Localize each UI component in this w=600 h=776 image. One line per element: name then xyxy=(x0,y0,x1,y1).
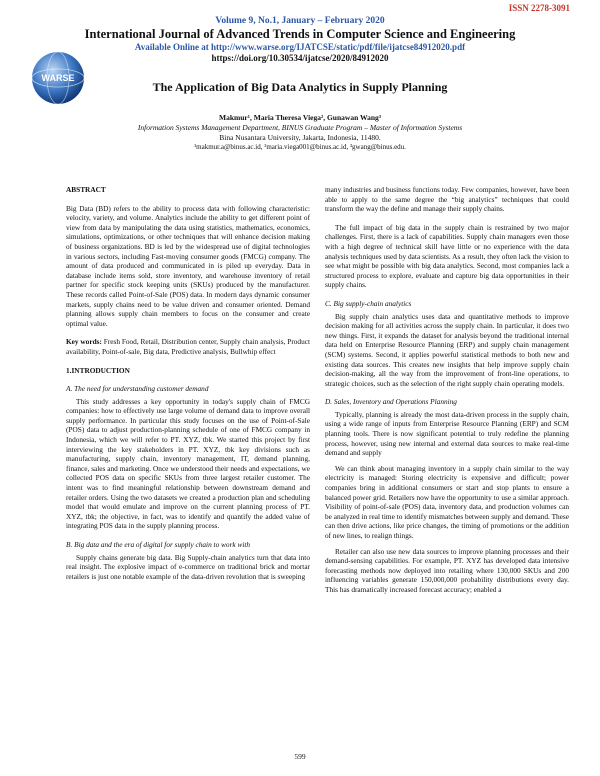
subsection-c-heading: C. Big supply-chain analytics xyxy=(325,298,412,308)
right-paragraph-1: many industries and business functions today. Few companies, however, have been able to apply to the same degree the “big analytics” techniques that could transform the way the define and manage their supply chains. xyxy=(325,185,569,214)
affiliation-department: Information Systems Management Department, BINUS Graduate Program – Master of Information Systems xyxy=(137,123,463,132)
subsection-d-heading: D. Sales, Inventory and Operations Planning xyxy=(325,397,457,407)
abstract-text: Big Data (BD) refers to the ability to process data with following characteristic: velocity, variety, and volume. Analytics include the ability to get different point of view from data by manipulating the data using statistics, mathematics, economics, simulations, optimizations, or other techniques that will enhance decision making of business organizations. BD is led by the widespread use of digital technologies in various sectors, including Fast-moving consumer goods (FMCG) company. The amount of data produced and communicated in is piled up everyday. Data in database include items sold, store inventory, and warehouse inventory of retail partner for specific stock keeping units (SKUs) produced by the manufacturer. These records called Point-of-Sale (POS) data. In modern days dynamic consumer markets, supply chains need to be value driven and consumer oriented. Demand planning allows supply chain members to focus on the consumer and create optimal value. xyxy=(66,203,310,328)
paper-authors: Makmur¹, Maria Theresa Viega², Gunawan Wang³ xyxy=(219,113,381,122)
logo-text: WARSE xyxy=(41,73,75,83)
introduction-heading: 1.INTRODUCTION xyxy=(66,365,130,375)
keywords-label: Key words: xyxy=(66,337,102,347)
keywords-paragraph xyxy=(66,337,310,356)
right-column xyxy=(325,185,569,601)
author-emails: ¹makmur.a@binus.ac.id, ²maria.viega001@binus.ac.id, ³gwang@binus.edu. xyxy=(194,143,406,151)
subsection-d-text-3: Retailer can also use new data sources to improve planning processes and their demand-sensing capabilities. For example, PT. XYZ has developed data intensive forecasting methods now deployed into retailing where 130,000 SKUs and 200 influencing variables generate 150,000,000 probability distributions every day. This has dramatically increased forecast accuracy; enabled a xyxy=(325,546,569,594)
subsection-d-text-2: We can think about managing inventory in a supply chain similar to the way electricity is managed: Storing electricity is expensive and difficult; power companies bring in additional consumers or start and stop plants to ensure a balanced power grid. Retailers now have the opportunity to use a similar approach. Visibility of point-of-sale (POS) data, inventory data, and production volumes can be analyzed in real time to identify mismatches between supply and demand. These can then drive actions, like price changes, the timing of promotions or the addition of new lines, to realign things. xyxy=(325,463,569,540)
globe-logo-icon xyxy=(30,50,86,106)
subsection-b-text: Supply chains generate big data. Big Supply-chain analytics turn that data into real insight. The explosive impact of e-commerce on traditional brick and mortar retailers is just one notable example of the data-driven revolution that is sweeping xyxy=(66,552,310,581)
journal-title: International Journal of Advanced Trends in Computer Science and Engineering xyxy=(84,27,516,41)
online-link[interactable]: Available Online at http://www.warse.org/IJATCSE/static/pdf/file/ijatcse84912020.pdf xyxy=(134,42,466,52)
warse-logo xyxy=(30,50,86,106)
volume-line: Volume 9, No.1, January – February 2020 xyxy=(215,16,385,26)
subsection-d-text-1: Typically, planning is already the most data-driven process in the supply chain, using a wide range of inputs from Enterprise Resource Planning (ERP) and SCM planning tools. There is now significant potential to truly redefine the planning process, however, using new internal and external data sources to make real-time demand and supply xyxy=(325,409,569,458)
subsection-b-heading: B. Big data and the era of digital for supply chain to work with xyxy=(66,540,251,549)
subsection-c-text: Big supply chain analytics uses data and quantitative methods to improve decision making for all activities across the supply chain. In particular, it does two new things. First, it expands the dataset for analysis beyond the traditional internal data held on Enterprise Resource Planning (ERP) and supply chain management (SCM) systems. Second, it applies powerful statistical methods to both new and existing data sources. This creates new insights that help improve supply chain decision-making, all the way from the improvement of front-line operations, to strategic choices, such as the selection of the right supply chain operating models. xyxy=(325,311,569,388)
doi-link[interactable]: https://doi.org/10.30534/ijatcse/2020/84912020 xyxy=(211,53,389,63)
abstract-heading: ABSTRACT xyxy=(66,185,106,194)
subsection-a-text: This study addresses a key opportunity in today's supply chain of FMCG companies: how to effectively use large volume of demand data to improve overall supply performance. In particular this study focuses on the use of Point-of-Sale (POS) data to adjust production-planning schedule of one of FMCG company in Indonesia, which we will refer to PT. XYZ, tbk. We started this project by first interviewing the key stakeholders in PT. XYZ, tbk key divisions such as manufacturing, supply chain, inventory management, IT, demand planning, finance, sales and marketing. Once we understood their needs and expectations, we collected POS data on specific SKUs from three largest retailer customer. The intent was to find meaningful relationship between downstream demand and retailer orders. Using the two datasets we created a production plan and scheduling model that would emulate and improve on the current planning process of PT. XYZ, tbk; the objective, in fact, was to identify and quantify the added value of integrating POS data in the supply planning process. xyxy=(66,396,310,531)
issn-label: ISSN 2278-3091 xyxy=(508,3,570,13)
affiliation-university: Bina Nusantara University, Jakarta, Indonesia, 11480. xyxy=(219,133,381,142)
subsection-a-heading: A. The need for understanding customer demand xyxy=(66,384,209,394)
left-column xyxy=(66,185,310,587)
keywords-text: Fresh Food, Retail, Distribution center, Supply chain analysis, Product availability, Point-of-sale, Big data, Predictive analysis, Bullwhip effect xyxy=(66,337,310,356)
page-number: 599 xyxy=(294,752,306,761)
right-paragraph-2: The full impact of big data in the supply chain is restrained by two major challenges. First, there is a lack of capabilities. Supply chain managers even those with a high degree of technical skill have little or no experience with the data analysis techniques used by data scientists. As a result, they often lack the vision to see what might be possible with big data analytics. Second, most companies lack a structured process to explore, evaluate and capture big data opportunities in their supply chains. xyxy=(325,222,569,290)
paper-title: The Application of Big Data Analytics in Supply Planning xyxy=(152,80,448,94)
